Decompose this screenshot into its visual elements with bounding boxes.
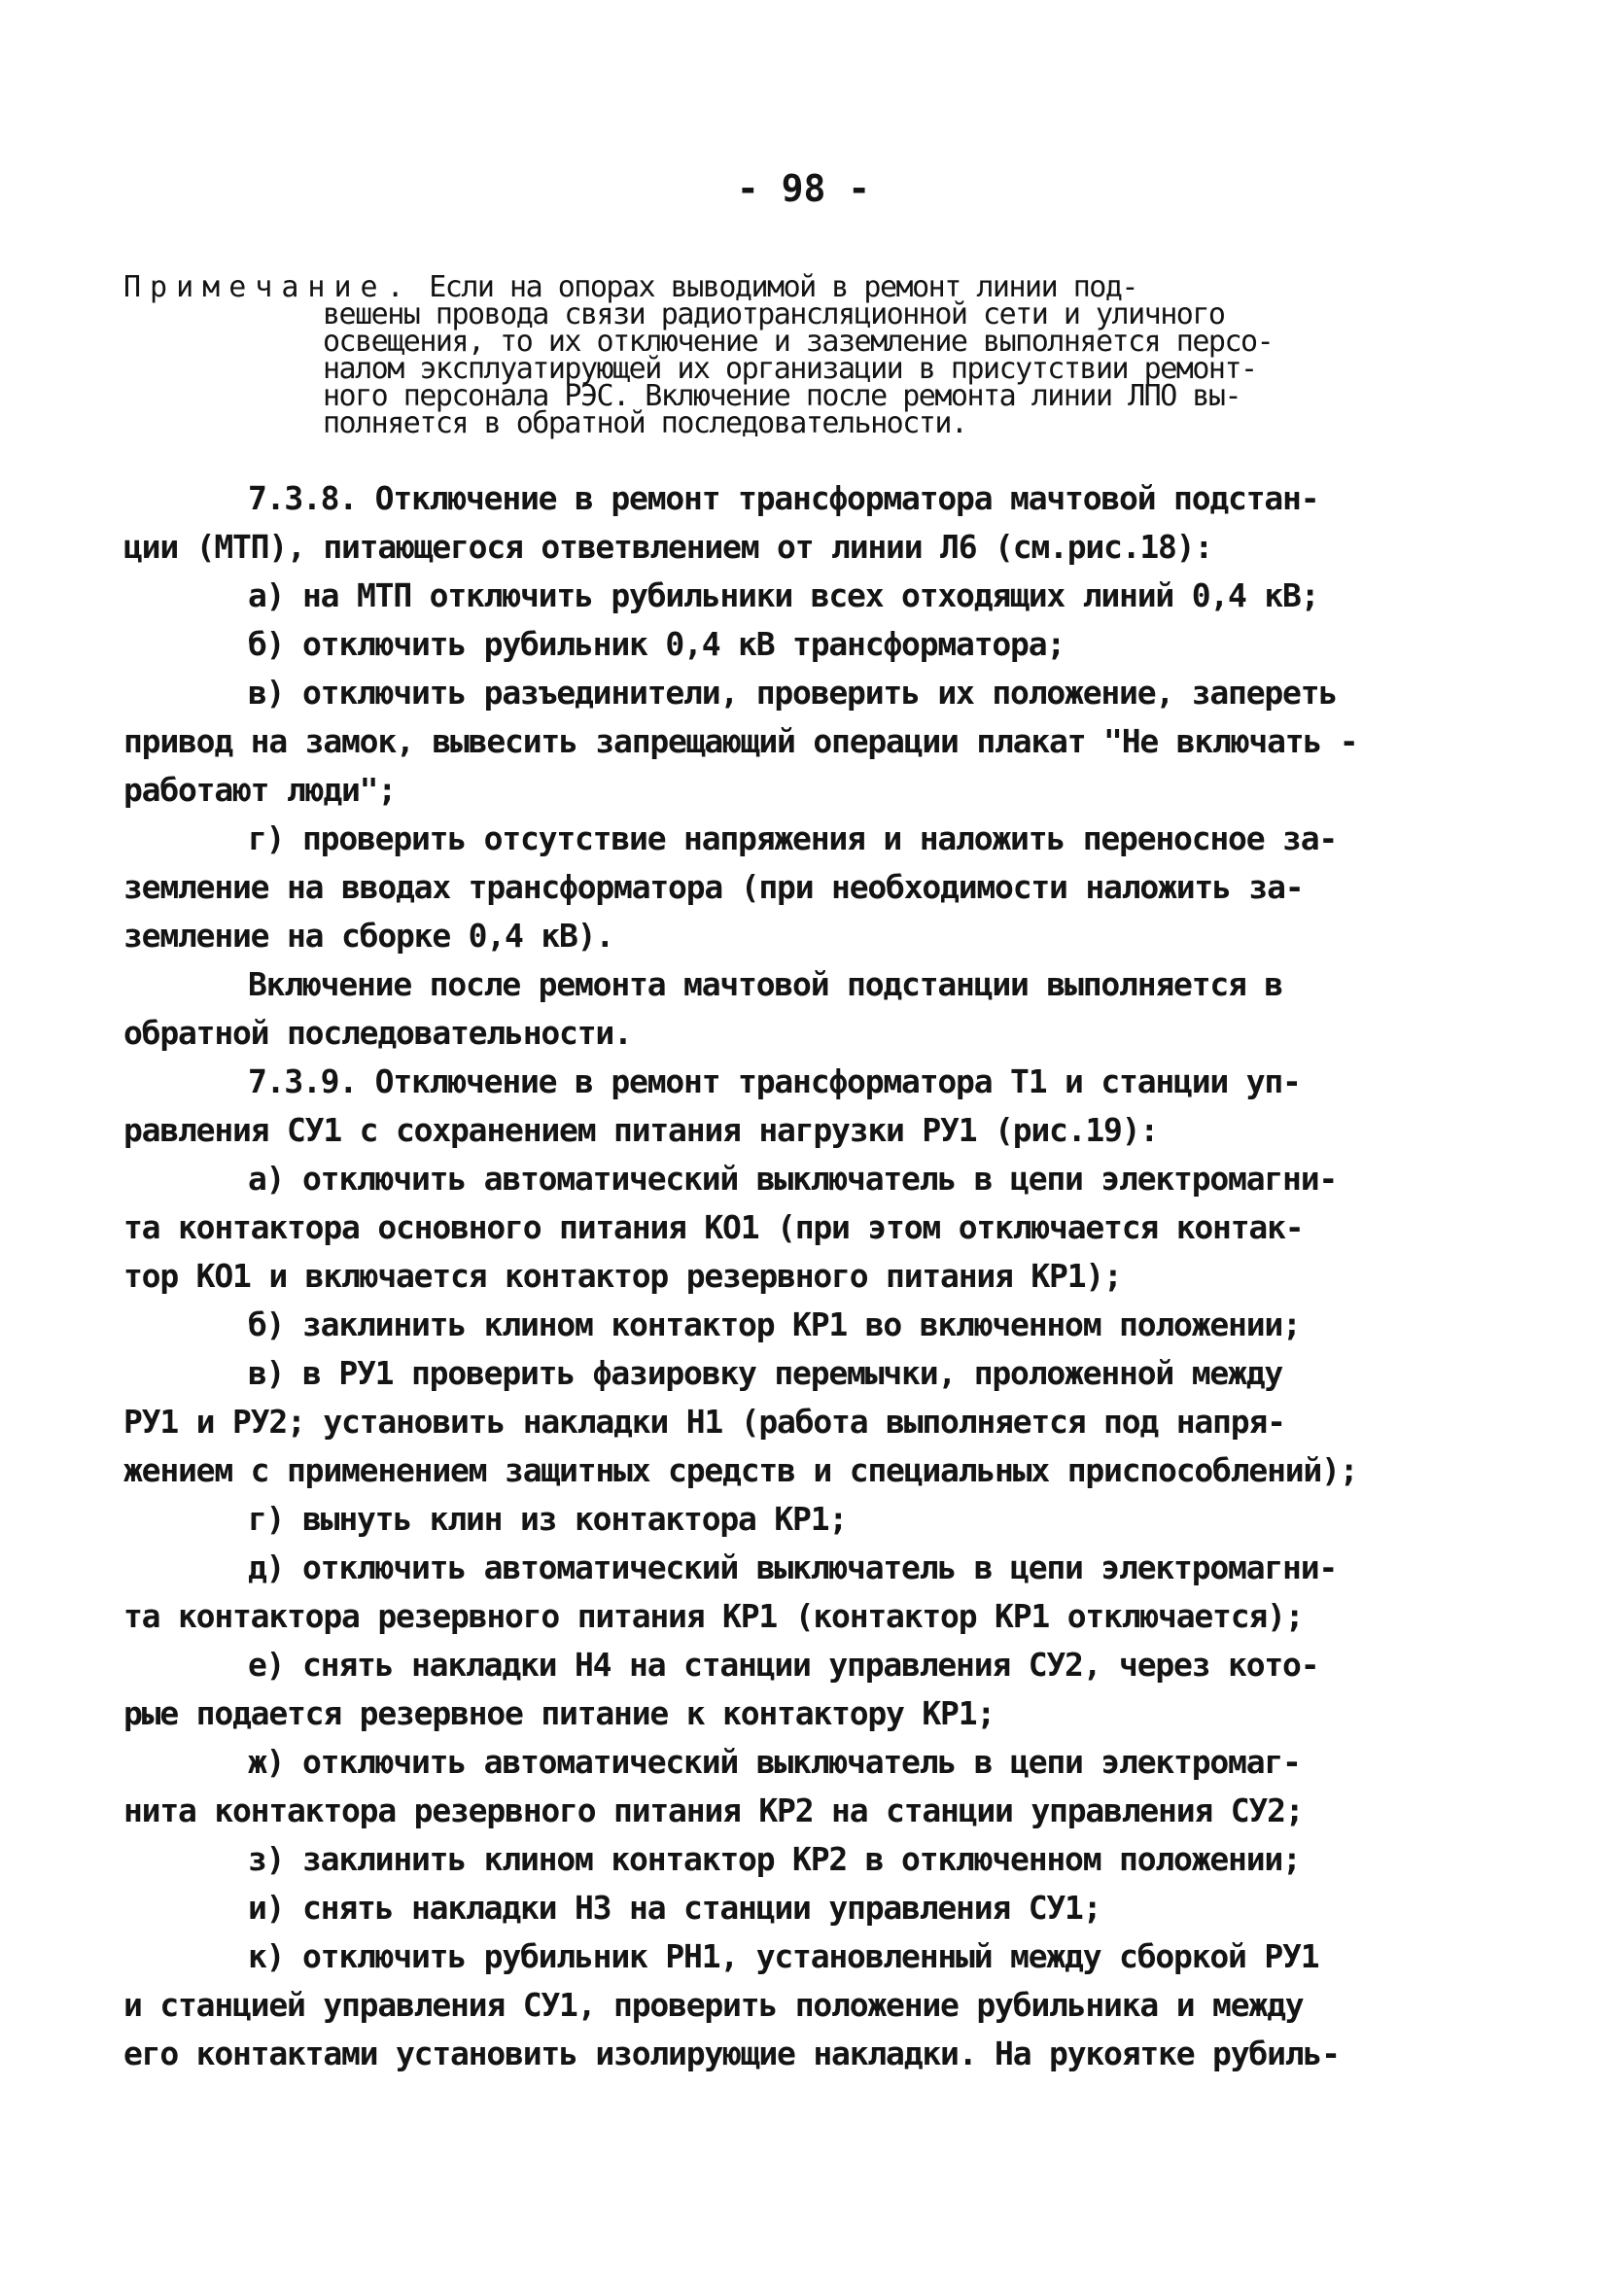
- page-number: - 98 -: [736, 167, 871, 210]
- body-line: а) отключить автоматический выключатель в цепи электромагни-: [248, 1160, 1338, 1198]
- body-line: б) отключить рубильник 0,4 кВ трансформатора;: [248, 625, 1066, 663]
- body-line: 7.3.9. Отключение в ремонт трансформатора Т1 и станции уп-: [248, 1062, 1301, 1100]
- body-line: г) вынуть клин из контактора КР1;: [248, 1500, 848, 1538]
- body-line: в) отключить разъединители, проверить их положение, запереть: [248, 674, 1338, 712]
- body-line: а) на МТП отключить рубильники всех отходящих линий 0,4 кВ;: [248, 576, 1319, 614]
- note-label: Примечание.: [123, 270, 413, 304]
- note-line: освещения, то их отключение и заземление выполняется персо-: [323, 325, 1274, 359]
- body-line: тор КО1 и включается контактор резервного питания КР1);: [123, 1257, 1122, 1295]
- body-line: ж) отключить автоматический выключатель в цепи электромаг-: [248, 1743, 1301, 1781]
- body-line: г) проверить отсутствие напряжения и наложить переносное за-: [248, 819, 1338, 857]
- body-line: нита контактора резервного питания КР2 на станции управления СУ2;: [123, 1792, 1304, 1829]
- body-line: и станцией управления СУ1, проверить положение рубильника и между: [123, 1986, 1304, 2024]
- body-line: е) снять накладки Н4 на станции управления СУ2, через кото-: [248, 1646, 1319, 1684]
- body-line: Включение после ремонта мачтовой подстанции выполняется в: [248, 965, 1283, 1003]
- body-line: земление на вводах трансформатора (при необходимости наложить за-: [123, 868, 1304, 906]
- body-text: [123, 474, 1485, 2078]
- body-line: работают люди";: [123, 771, 397, 809]
- body-line: обратной последовательности.: [123, 1014, 632, 1052]
- body-line: в) в РУ1 проверить фазировку перемычки, проложенной между: [248, 1354, 1283, 1392]
- body-line: 7.3.8. Отключение в ремонт трансформатора мачтовой подстан-: [248, 479, 1319, 517]
- body-line: его контактами установить изолирующие накладки. На рукоятке рубиль-: [123, 2035, 1340, 2072]
- body-line: к) отключить рубильник РН1, установленный между сборкой РУ1: [248, 1937, 1319, 1975]
- note-line: налом эксплуатирующей их организации в присутствии ремонт-: [323, 352, 1257, 386]
- body-line: та контактора основного питания КО1 (при этом отключается контак-: [123, 1208, 1304, 1246]
- note-block: [123, 270, 1465, 440]
- body-line: д) отключить автоматический выключатель в цепи электромагни-: [248, 1548, 1338, 1586]
- note-line: полняется в обратной последовательности.: [323, 406, 967, 440]
- note-line: вешены провода связи радиотрансляционной сети и уличного: [323, 297, 1225, 331]
- note-line: ного персонала РЭС. Включение после ремонта линии ЛПО вы-: [323, 379, 1241, 413]
- body-line: и) снять накладки Н3 на станции управления СУ1;: [248, 1889, 1101, 1927]
- body-line: рые подается резервное питание к контактору КР1;: [123, 1694, 996, 1732]
- body-line: привод на замок, вывесить запрещающий операции плакат "Не включать -: [123, 722, 1358, 760]
- body-line: равления СУ1 с сохранением питания нагрузки РУ1 (рис.19):: [123, 1111, 1159, 1149]
- body-line: з) заклинить клином контактор КР2 в отключенном положении;: [248, 1840, 1301, 1878]
- body-line: земление на сборке 0,4 кВ).: [123, 917, 614, 955]
- body-line: б) заклинить клином контактор КР1 во включенном положении;: [248, 1305, 1301, 1343]
- note-line: Если на опорах выводимой в ремонт линии под-: [412, 270, 1137, 304]
- body-line: жением с применением защитных средств и специальных приспособлений);: [123, 1451, 1358, 1489]
- body-line: РУ1 и РУ2; установить накладки Н1 (работа выполняется под напря-: [123, 1403, 1285, 1441]
- body-line: та контактора резервного питания КР1 (контактор КР1 отключается);: [123, 1597, 1304, 1635]
- body-line: ции (МТП), питающегося ответвлением от линии Л6 (см.рис.18):: [123, 528, 1213, 566]
